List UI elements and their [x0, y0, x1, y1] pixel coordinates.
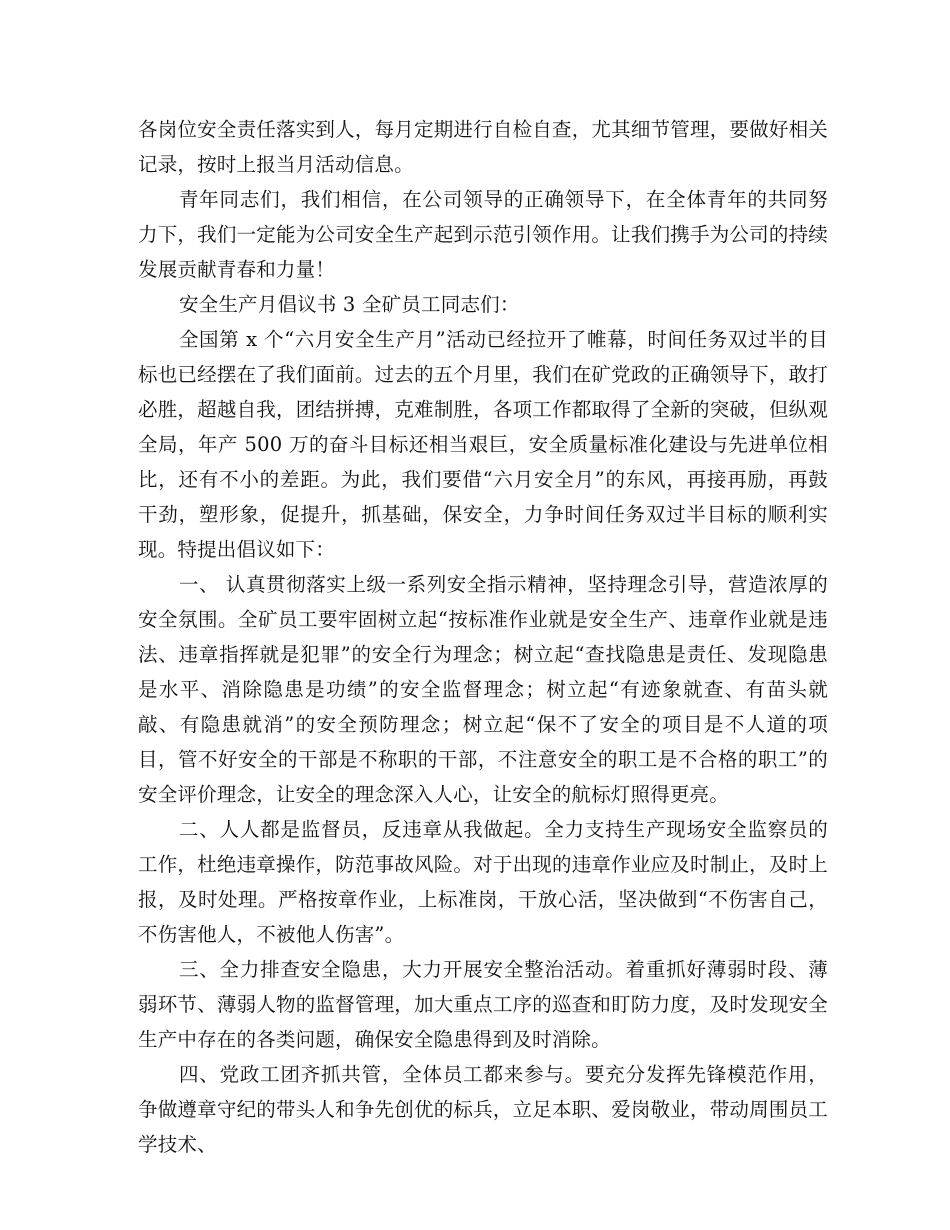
paragraph-heading-proposal-3: 安全生产月倡议书 3 全矿员工同志们： [178, 293, 520, 316]
paragraph-item-4: 四、党政工团齐抓共管，全体员工都来参与。要充分发挥先锋模范作用，争做遵章守纪的带头人和争先创优的标兵，立足本职、爱岗敬业，带动周围员工学技术、 [138, 1063, 828, 1156]
document-body [138, 112, 828, 1162]
paragraph-continuation: 各岗位安全责任落实到人，每月定期进行自检自查，尤其细节管理，要做好相关记录，按时上报当月活动信息。 [138, 118, 828, 176]
paragraph-youth-appeal: 青年同志们，我们相信，在公司领导的正确领导下，在全体青年的共同努力下，我们一定能为公司安全生产起到示范引领作用。让我们携手为公司的持续发展贡献青春和力量！ [138, 188, 828, 281]
paragraph-item-2: 二、人人都是监督员，反违章从我做起。全力支持生产现场安全监察员的工作，杜绝违章操作，防范事故风险。对于出现的违章作业应及时制止，及时上报，及时处理。严格按章作业，上标准岗，干放心活，坚决做到“不伤害自己，不伤害他人，不被他人伤害”。 [138, 818, 828, 946]
paragraph-item-3: 三、全力排查安全隐患，大力开展安全整治活动。着重抓好薄弱时段、薄弱环节、薄弱人物的监督管理，加大重点工序的巡查和盯防力度，及时发现安全生产中存在的各类问题，确保安全隐患得到及时消除。 [138, 958, 828, 1051]
paragraph-item-1: 一、 认真贯彻落实上级一系列安全指示精神，坚持理念引导，营造浓厚的安全氛围。全矿员工要牢固树立起“按标准作业就是安全生产、违章作业就是违法、违章指挥就是犯罪”的安全行为理念；树立起“查找隐患是责任、发现隐患是水平、消除隐患是功绩”的安全监督理念；树立起“有迹象就查、有苗头就敲、有隐患就消”的安全预防理念；树立起“保不了安全的项目是不人道的项目，管不好安全的干部是不称职的干部，不注意安全的职工是不合格的职工”的安全评价理念，让安全的理念深入人心，让安全的航标灯照得更亮。 [138, 573, 828, 806]
paragraph-intro: 全国第 x 个“六月安全生产月”活动已经拉开了帷幕，时间任务双过半的目标也已经摆在了我们面前。过去的五个月里，我们在矿党政的正确领导下，敢打必胜，超越自我，团结拼搏，克难制胜，各项工作都取得了全新的突破，但纵观全局，年产 500 万的奋斗目标还相当艰巨，安全质量标准化建设与先进单位相比，还有不小的差距。为此，我们要借“六月安全月”的东风，再接再励，再鼓干劲，塑形象，促提升，抓基础，保安全，力争时间任务双过半目标的顺利实现。特提出倡议如下： [138, 328, 828, 561]
